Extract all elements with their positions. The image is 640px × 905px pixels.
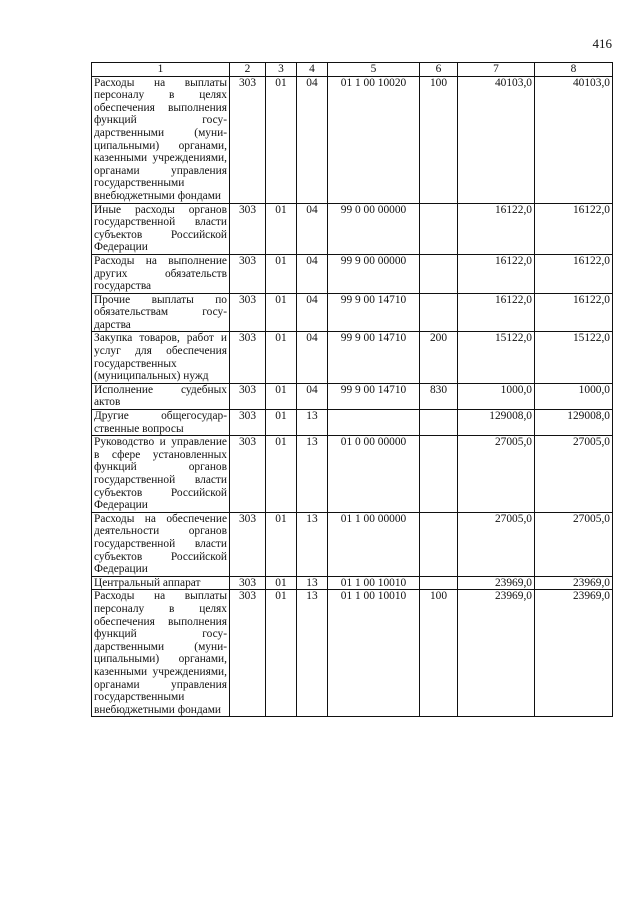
cell-amount: 16122,0 bbox=[535, 203, 613, 254]
cell-expense-type: 100 bbox=[420, 76, 458, 203]
cell-target-article: 99 9 00 14710 bbox=[328, 383, 420, 409]
table-row bbox=[92, 383, 613, 409]
page-number: 416 bbox=[592, 36, 612, 51]
cell-admin-code: 303 bbox=[230, 254, 266, 293]
cell-target-article bbox=[328, 410, 420, 436]
cell-amount: 129008,0 bbox=[458, 410, 535, 436]
cell-section: 01 bbox=[266, 254, 297, 293]
cell-admin-code: 303 bbox=[230, 410, 266, 436]
header-cell: 1 bbox=[92, 63, 230, 77]
cell-target-article: 01 1 00 10010 bbox=[328, 576, 420, 590]
table-row bbox=[92, 436, 613, 513]
cell-expense-type bbox=[420, 436, 458, 513]
cell-expense-type: 830 bbox=[420, 383, 458, 409]
table-row bbox=[92, 512, 613, 576]
row-name: Расходы на обеспечение деятельности органов государственной власти субъектов Российской Федерации bbox=[92, 512, 230, 576]
cell-section: 01 bbox=[266, 410, 297, 436]
table-row bbox=[92, 410, 613, 436]
cell-expense-type bbox=[420, 203, 458, 254]
cell-amount: 23969,0 bbox=[458, 590, 535, 717]
cell-subsection: 13 bbox=[297, 576, 328, 590]
cell-admin-code: 303 bbox=[230, 576, 266, 590]
cell-expense-type bbox=[420, 293, 458, 332]
cell-amount: 16122,0 bbox=[535, 293, 613, 332]
cell-amount: 16122,0 bbox=[458, 293, 535, 332]
cell-section: 01 bbox=[266, 76, 297, 203]
cell-subsection: 04 bbox=[297, 332, 328, 383]
cell-target-article: 99 9 00 14710 bbox=[328, 293, 420, 332]
cell-subsection: 04 bbox=[297, 76, 328, 203]
row-name: Расходы на выплаты персоналу в целях обеспечения выполнения функций государственными (муниципальными) органами, казенными учреждениями, органами управления государственными внебюджетными фондами bbox=[92, 590, 230, 717]
table-row bbox=[92, 332, 613, 383]
cell-amount: 1000,0 bbox=[535, 383, 613, 409]
cell-amount: 16122,0 bbox=[458, 203, 535, 254]
header-cell: 5 bbox=[328, 63, 420, 77]
cell-amount: 40103,0 bbox=[458, 76, 535, 203]
cell-amount: 27005,0 bbox=[458, 512, 535, 576]
table-row bbox=[92, 293, 613, 332]
row-name: Прочие выплаты по обязательствам государства bbox=[92, 293, 230, 332]
cell-amount: 129008,0 bbox=[535, 410, 613, 436]
cell-section: 01 bbox=[266, 590, 297, 717]
row-name: Закупка товаров, работ и услуг для обеспечения государственных (муниципальных) нужд bbox=[92, 332, 230, 383]
cell-target-article: 01 0 00 00000 bbox=[328, 436, 420, 513]
cell-subsection: 13 bbox=[297, 410, 328, 436]
cell-expense-type: 200 bbox=[420, 332, 458, 383]
cell-subsection: 04 bbox=[297, 203, 328, 254]
cell-admin-code: 303 bbox=[230, 512, 266, 576]
header-cell: 6 bbox=[420, 63, 458, 77]
cell-section: 01 bbox=[266, 332, 297, 383]
cell-amount: 16122,0 bbox=[535, 254, 613, 293]
cell-section: 01 bbox=[266, 293, 297, 332]
header-cell: 8 bbox=[535, 63, 613, 77]
cell-admin-code: 303 bbox=[230, 332, 266, 383]
cell-section: 01 bbox=[266, 576, 297, 590]
cell-target-article: 99 9 00 14710 bbox=[328, 332, 420, 383]
cell-admin-code: 303 bbox=[230, 590, 266, 717]
cell-amount: 15122,0 bbox=[535, 332, 613, 383]
cell-target-article: 01 1 00 10010 bbox=[328, 590, 420, 717]
cell-amount: 27005,0 bbox=[535, 436, 613, 513]
cell-section: 01 bbox=[266, 512, 297, 576]
cell-target-article: 99 9 00 00000 bbox=[328, 254, 420, 293]
cell-amount: 23969,0 bbox=[535, 590, 613, 717]
table-row bbox=[92, 254, 613, 293]
cell-section: 01 bbox=[266, 383, 297, 409]
cell-target-article: 01 1 00 10020 bbox=[328, 76, 420, 203]
row-name: Расходы на выполнение других обязательств государства bbox=[92, 254, 230, 293]
cell-expense-type bbox=[420, 410, 458, 436]
cell-section: 01 bbox=[266, 203, 297, 254]
cell-expense-type bbox=[420, 512, 458, 576]
cell-amount: 23969,0 bbox=[458, 576, 535, 590]
cell-expense-type bbox=[420, 254, 458, 293]
cell-amount: 40103,0 bbox=[535, 76, 613, 203]
table-row bbox=[92, 203, 613, 254]
budget-table bbox=[91, 62, 613, 717]
row-name: Центральный аппарат bbox=[92, 576, 230, 590]
cell-amount: 27005,0 bbox=[535, 512, 613, 576]
cell-subsection: 04 bbox=[297, 383, 328, 409]
cell-subsection: 13 bbox=[297, 512, 328, 576]
table-row bbox=[92, 576, 613, 590]
cell-subsection: 04 bbox=[297, 293, 328, 332]
cell-amount: 1000,0 bbox=[458, 383, 535, 409]
cell-target-article: 99 0 00 00000 bbox=[328, 203, 420, 254]
cell-subsection: 04 bbox=[297, 254, 328, 293]
cell-admin-code: 303 bbox=[230, 76, 266, 203]
table-row bbox=[92, 76, 613, 203]
cell-section: 01 bbox=[266, 436, 297, 513]
cell-expense-type: 100 bbox=[420, 590, 458, 717]
cell-admin-code: 303 bbox=[230, 203, 266, 254]
cell-admin-code: 303 bbox=[230, 436, 266, 513]
header-cell: 2 bbox=[230, 63, 266, 77]
header-row bbox=[92, 63, 613, 77]
cell-subsection: 13 bbox=[297, 590, 328, 717]
header-cell: 7 bbox=[458, 63, 535, 77]
cell-admin-code: 303 bbox=[230, 383, 266, 409]
cell-expense-type bbox=[420, 576, 458, 590]
row-name: Исполнение судебных актов bbox=[92, 383, 230, 409]
cell-subsection: 13 bbox=[297, 436, 328, 513]
header-cell: 4 bbox=[297, 63, 328, 77]
cell-amount: 23969,0 bbox=[535, 576, 613, 590]
cell-target-article: 01 1 00 00000 bbox=[328, 512, 420, 576]
cell-amount: 15122,0 bbox=[458, 332, 535, 383]
table-row bbox=[92, 590, 613, 717]
cell-amount: 27005,0 bbox=[458, 436, 535, 513]
row-name: Другие общегосударственные вопросы bbox=[92, 410, 230, 436]
row-name: Иные расходы органов государственной власти субъектов Российской Федерации bbox=[92, 203, 230, 254]
row-name: Руководство и управление в сфере установленных функций органов государственной власти субъектов Российской Федерации bbox=[92, 436, 230, 513]
cell-admin-code: 303 bbox=[230, 293, 266, 332]
cell-amount: 16122,0 bbox=[458, 254, 535, 293]
header-cell: 3 bbox=[266, 63, 297, 77]
row-name: Расходы на выплаты персоналу в целях обеспечения выполнения функций государственными (муниципальными) органами, казенными учреждениями, органами управления государственными внебюджетными фондами bbox=[92, 76, 230, 203]
